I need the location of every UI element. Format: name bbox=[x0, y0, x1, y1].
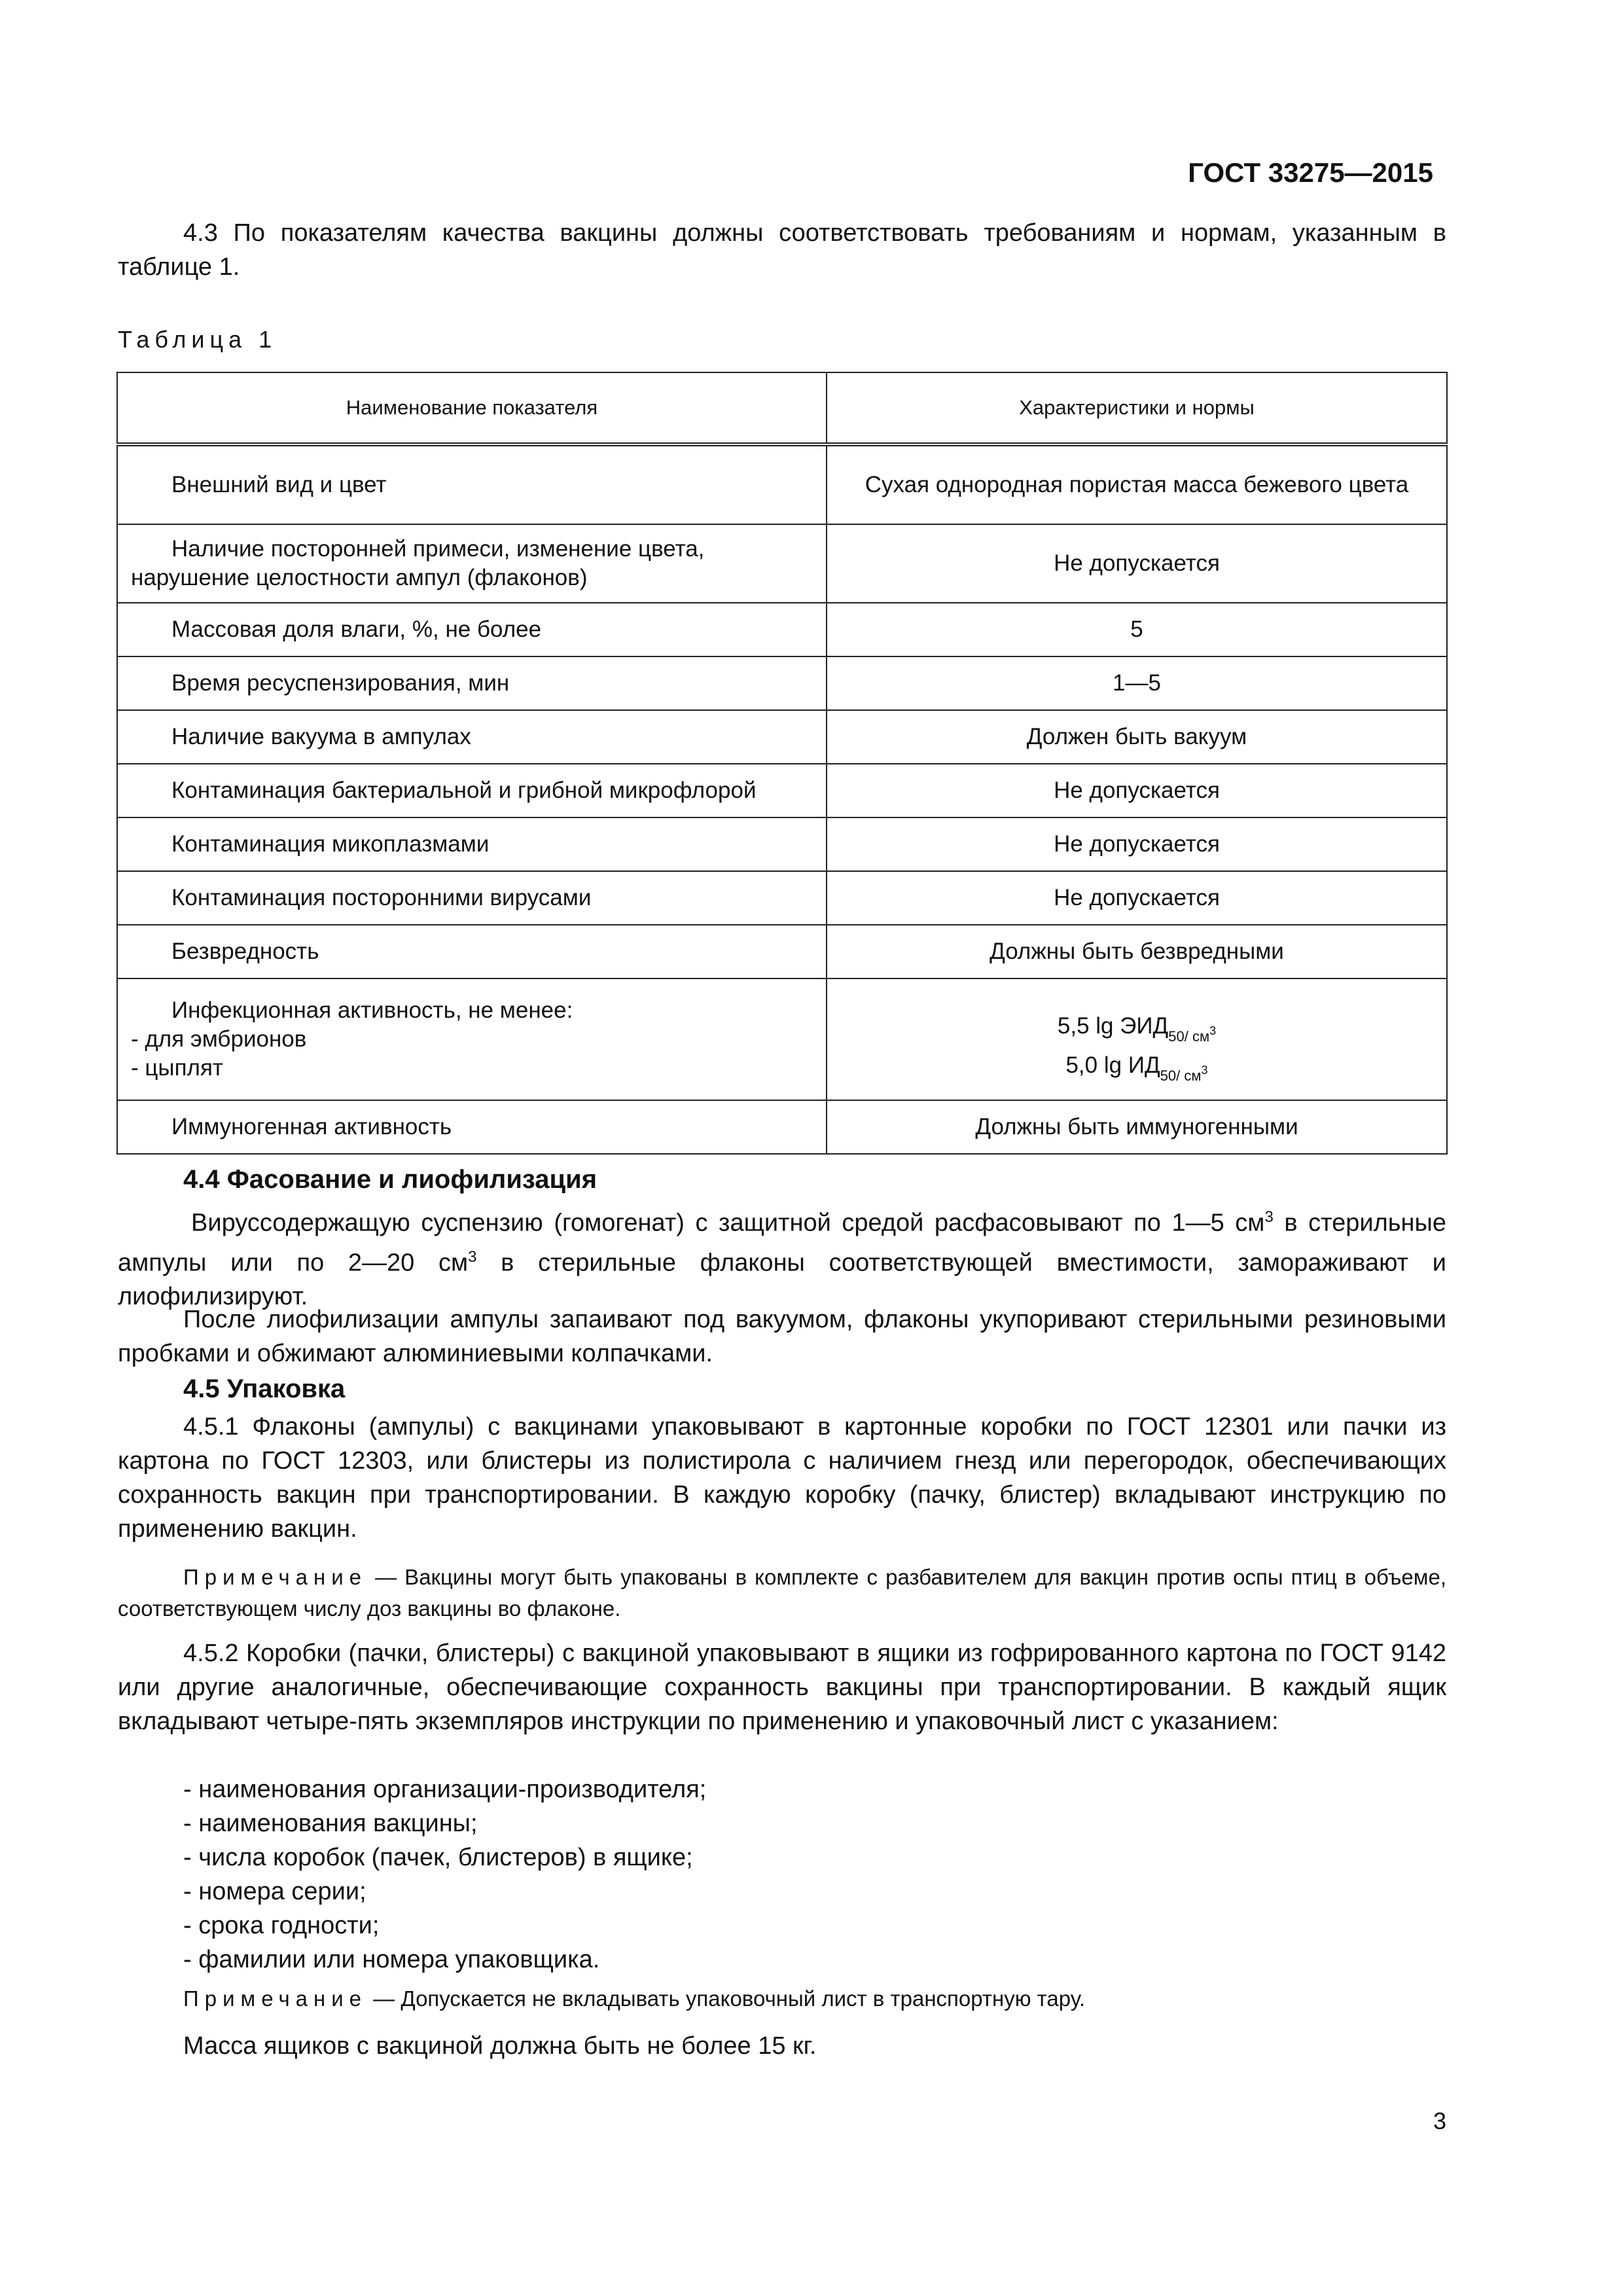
list-item: - наименования вакцины; bbox=[183, 1810, 478, 1837]
document-code: ГОСТ 33275—2015 bbox=[1188, 157, 1433, 188]
indicator-name: Контаминация посторонними вирусами bbox=[171, 885, 592, 910]
indicator-name: Время ресуспензирования, мин bbox=[171, 670, 510, 696]
table-caption: Таблица 1 bbox=[118, 326, 277, 353]
norm-value: Не допускается bbox=[827, 524, 1447, 603]
note-2: Примечание — Допускается не вкладывать упаковочный лист в транспортную тару. bbox=[183, 1986, 1086, 2011]
paragraph-filling: Вируссодержащую суспензию (гомогенат) с защитной средой расфасовывают по 1—5 $см^3$ в стерильные ампулы или по 2—20 $см^3$ в стерильные флаконы соответствующей вместимости, замораживают и лиофилизируют. bbox=[118, 1208, 1446, 1311]
indicator-name: Безвредность bbox=[171, 939, 319, 964]
packing-list bbox=[183, 1772, 706, 1977]
section-title-4-4: 4.4 Фасование и лиофилизация bbox=[183, 1165, 597, 1194]
table-row bbox=[117, 656, 1447, 710]
indicator-name: Наличие посторонней примеси, изменение цвета, нарушение целостности ампул (флаконов) bbox=[131, 536, 705, 590]
norm-value-embryo: 5,5 $\lg ЭИД_{50/ см^3}$ bbox=[1057, 1013, 1217, 1045]
paragraph-4-5-1: 4.5.1 Флаконы (ампулы) с вакцинами упаковывают в картонные коробки по ГОСТ 12301 или пачки из картона по ГОСТ 12303, или блистеры из полистирола с наличием гнезд или перегородок, обеспечивающих сохранность вакцин при транспортировании. В каждую коробку (пачку, блистер) вкладывают инструкцию по применению вакцин. bbox=[118, 1413, 1446, 1543]
norm-value: Не допускается bbox=[827, 817, 1447, 871]
column-header-indicator: Наименование показателя bbox=[117, 372, 827, 444]
norm-value: Не допускается bbox=[827, 871, 1447, 925]
table-row bbox=[117, 603, 1447, 656]
norm-value: Должны быть безвредными bbox=[827, 925, 1447, 978]
list-item: - срока годности; bbox=[183, 1912, 380, 1939]
page-number: 3 bbox=[1433, 2108, 1446, 2134]
norm-value: Не допускается bbox=[827, 764, 1447, 817]
indicator-subitem: - цыплят bbox=[131, 1055, 223, 1081]
table-row bbox=[117, 444, 1447, 524]
norm-value: 5 bbox=[827, 603, 1447, 656]
intro-paragraph: 4.3 По показателям качества вакцины должны соответствовать требованиям и нормам, указанным в таблице 1. bbox=[118, 219, 1446, 281]
norm-value: Должен быть вакуум bbox=[827, 710, 1447, 764]
indicator-name: Инфекционная активность, не менее: bbox=[171, 997, 573, 1023]
norm-value: Должны быть иммуногенными bbox=[827, 1100, 1447, 1154]
paragraph-4-5-2: 4.5.2 Коробки (пачки, блистеры) с вакциной упаковывают в ящики из гофрированного картона по ГОСТ 9142 или другие аналогичные, обеспечивающие сохранность вакцины при транспортировании. В каждый ящик вкладывают четыре-пять экземпляров инструкции по применению и упаковочный лист с указанием: bbox=[118, 1640, 1446, 1735]
norm-value: 1—5 bbox=[827, 656, 1447, 710]
indicator-name: Контаминация микоплазмами bbox=[171, 831, 490, 857]
indicator-name: Внешний вид и цвет bbox=[171, 472, 387, 497]
list-item: - наименования организации-производителя; bbox=[183, 1776, 707, 1803]
table-row bbox=[117, 925, 1447, 978]
list-item: - фамилии или номера упаковщика. bbox=[183, 1946, 600, 1973]
norm-value-chick: 5,0 $\lg ИД_{50/ см^3}$ bbox=[1065, 1052, 1208, 1084]
indicator-name: Контаминация бактериальной и грибной микрофлорой bbox=[171, 778, 757, 803]
paragraph-lyophilization: После лиофилизации ампулы запаивают под вакуумом, флаконы укупоривают стерильными резиновыми пробками и обжимают алюминиевыми колпачками. bbox=[118, 1306, 1446, 1367]
mass-requirement: Масса ящиков с вакциной должна быть не более 15 кг. bbox=[183, 2032, 817, 2060]
section-title-4-5: 4.5 Упаковка bbox=[183, 1374, 346, 1403]
table-row bbox=[117, 764, 1447, 817]
note-1: Примечание — Вакцины могут быть упакованы в комплекте с разбавителем для вакцин против оспы птиц в объеме, соответствующем числу доз вакцины во флаконе. bbox=[118, 1565, 1446, 1621]
norm-value: Сухая однородная пористая масса бежевого цвета bbox=[827, 444, 1447, 524]
table-row bbox=[117, 710, 1447, 764]
table-header-row bbox=[117, 372, 1447, 444]
indicator-name: Иммуногенная активность bbox=[171, 1114, 452, 1139]
table-row bbox=[117, 1100, 1447, 1154]
indicator-subitem: - для эмбрионов bbox=[131, 1026, 307, 1052]
table-row bbox=[117, 871, 1447, 925]
table-row-infection bbox=[117, 978, 1447, 1100]
list-item: - числа коробок (пачек, блистеров) в ящике; bbox=[183, 1844, 693, 1871]
table-row bbox=[117, 817, 1447, 871]
indicator-name: Наличие вакуума в ампулах bbox=[171, 724, 471, 749]
column-header-norms: Характеристики и нормы bbox=[827, 372, 1447, 444]
list-item: - номера серии; bbox=[183, 1878, 366, 1905]
indicator-name: Массовая доля влаги, %, не более bbox=[171, 617, 542, 642]
quality-table bbox=[116, 372, 1448, 1155]
table-row bbox=[117, 524, 1447, 603]
